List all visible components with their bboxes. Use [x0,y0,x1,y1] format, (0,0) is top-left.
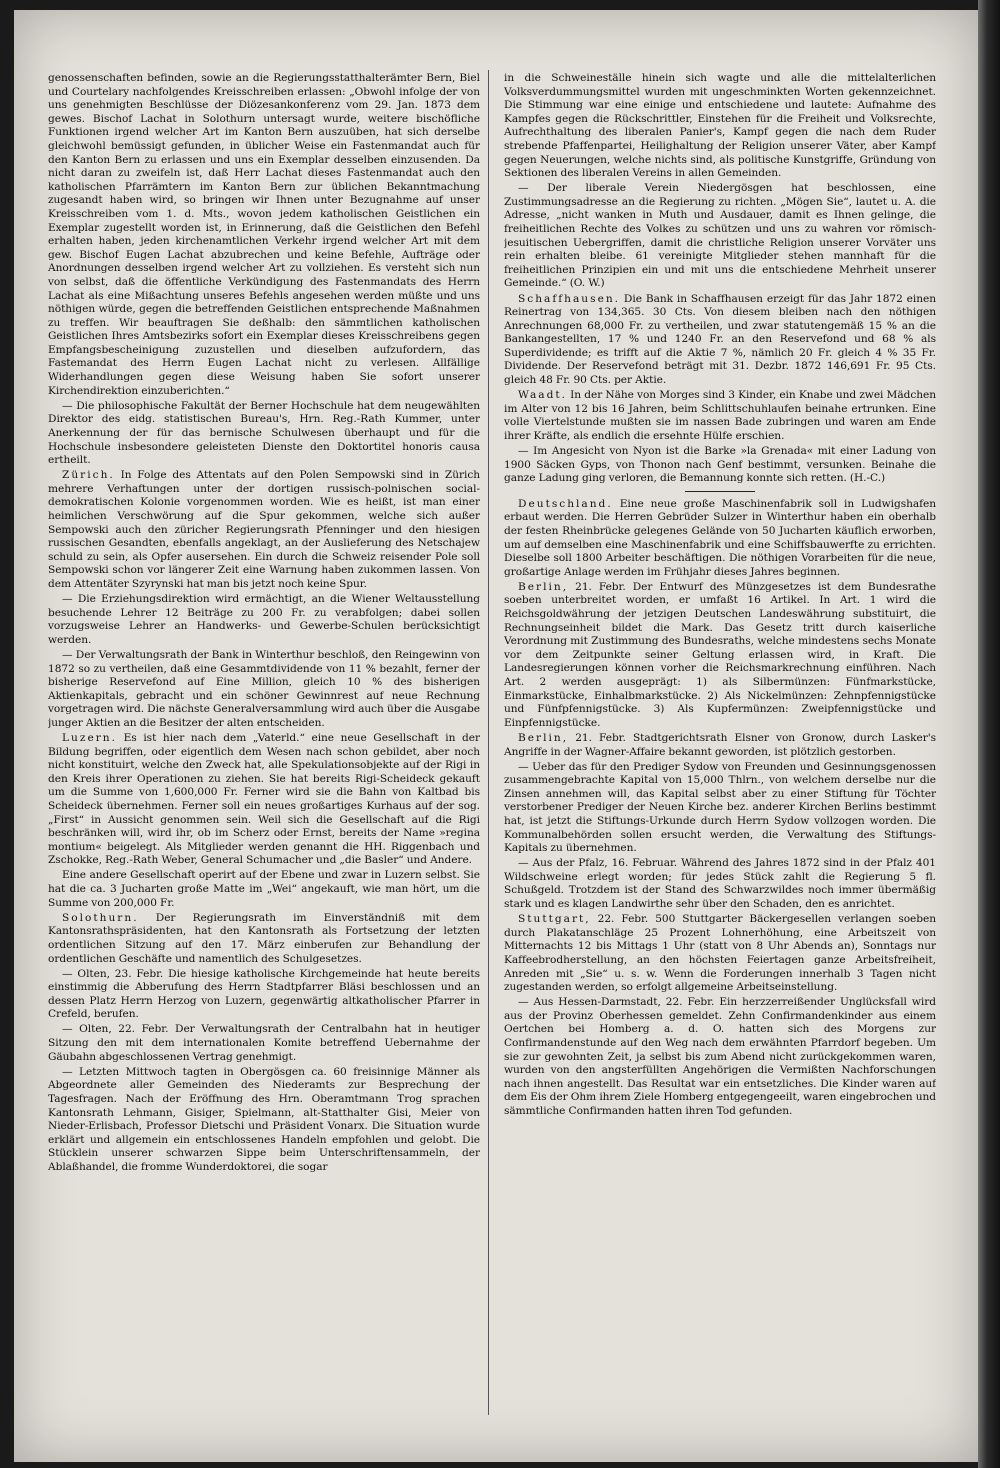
section-separator [685,491,755,492]
column-rule [488,70,489,1415]
article-paragraph [48,469,480,591]
paragraph-text: — Der Verwaltungsrath der Bank in Winterthur beschloß, den Reingewinn von 1872 so zu vertheilen, daß eine Gesammtdividende von 11 % bezahlt, ferner der bisherige Reservefond auf Eine Million, gleich 10 % des bisherigen Aktienkapitals, gebracht und ein schöner Gewinnrest auf neue Rechnung vorgetragen wird. Die nächste Generalversammlung wird auch über die Ausgabe junger Aktien an die Besitzer der alten entscheiden. [48,648,480,729]
article-paragraph [504,498,936,580]
paragraph-text: — Die philosophische Fakultät der Berner Hochschule hat dem neugewählten Direktor des eidg. statistischen Bureau's, Hrn. Reg.-Rath Kummer, unter Anerkennung der für das bernische Schulwesen überhaupt und für die Hochschule insbesondere geleisteten Dienste den Doktortitel honoris causa ertheilt. [48,399,480,467]
article-paragraph [504,445,936,486]
paragraph-text: in die Schweineställe hinein sich wagte und alle die mittelalterlichen Volksverdummungsmittel wurden mit ungeschminkten Worten gekennzeichnet. Die Stimmung war eine einige und entschiedene und lautete: Aufnahme des Kampfes gegen die Rückschrittler, Einstehen für die Freiheit und Volksrechte, Aufrechthaltung des liberalen Panier's, Kampf gegen die nach dem Ruder strebende Pfaffenpartei, Heilighaltung der Religion unserer Väter, aber Kampf gegen Neuerungen, welche nichts sind, als politische Kunstgriffe, Gründung von Sektionen des liberalen Vereins in allen Gemeinden. [504,72,936,180]
left-column [48,72,480,1416]
article-paragraph [48,912,480,966]
paragraph-text: 22. Febr. 500 Stuttgarter Bäckergesellen verlangen soeben durch Plakatanschläge 25 Prozent Lohnerhöhung, eine Arbeitszeit von Mitternachts 12 bis Mittags 1 Uhr (statt von 8 Uhr Abends an), Sonntags nur Kaffeebrodherstellung, an den höchsten Feiertagen ganze Arbeitsfreiheit, Anreden mit „Sie“ u. s. w. Wenn die Forderungen innerhalb 3 Tagen nicht zugestanden werden, so erfolgt allgemeine Arbeitseinstellung. [504,913,936,994]
paragraph-text: — Im Angesicht von Nyon ist die Barke »la Grenada« mit einer Ladung von 1900 Säcken Gyps, von Thonon nach Genf bestimmt, versunken. Beinahe die ganze Ladung ging verloren, die Bemannung konnte sich retten. (H.-C.) [504,445,936,485]
page-edge [978,0,1000,1468]
article-paragraph [48,649,480,731]
article-paragraph [48,968,480,1022]
article-paragraph [48,593,480,647]
article-paragraph [504,581,936,731]
paragraph-text: In Folge des Attentats auf den Polen Sempowski sind in Zürich mehrere Verhaftungen unter der dortigen russisch-polnischen social-demokratischen Kolonie vorgenommen worden. Wie es heißt, ist man einer heimlichen Verschwörung auf die Spur gekommen, welche sich außer Sempowski auch den züricher Regierungsrath Pfenninger und den hiesigen russischen Gesandten, ebenfalls angeklagt, an der Auslieferung des Netschajew schuld zu sein, als Opfer ausersehen. Ein durch die Schweiz reisender Pole soll Sempowski schon vor längerer Zeit eine Warnung haben zukommen lassen. Von dem Attentäter Szyrynski hat man bis jetzt noch keine Spur. [48,469,480,590]
dateline: Solothurn. [62,911,139,924]
paragraph-text: Die Bank in Schaffhausen erzeigt für das Jahr 1872 einen Reinertrag von 134,365. 30 Cts. Von diesem bleiben nach den nöthigen Anrechnungen 68,000 Fr. zu vertheilen, und zwar statutengemäß 15 % an die Bankangestellten, 17 % und 1240 Fr. an den Reservefond und 68 % als Superdividende; es trifft auf die Aktie 7 %, nämlich 20 Fr. gleich 4 % 35 Fr. Dividende. Der Reservefond beträgt mit 31. Dezbr. 1872 146,691 Fr. 95 Cts. gleich 48 Fr. 90 Cts. per Aktie. [504,292,936,387]
dateline: Waadt. [518,389,568,402]
article-paragraph [504,996,936,1118]
dateline: Luzern. [62,732,117,744]
article-paragraph [504,761,936,856]
article-paragraph [48,1066,480,1175]
paragraph-text: 21. Febr. Der Entwurf des Münzgesetzes ist dem Bundesrathe soeben unterbreitet worden, er umfaßt 16 Artikel. In Art. 1 wird die Reichsgoldwährung der jetzigen Deutschen Landeswährung substituirt, die Rechnungseinheit bildet die Mark. Das Gesetz tritt durch kaiserliche Verordnung mit Zustimmung des Bundesraths, welche mindestens sechs Monate vor dem Zeitpunkte seiner Geltung erlassen wird, in Kraft. Die Landesregierungen können vorher die Reichsmarkrechnung einführen. Nach Art. 2 werden ausgeprägt: 1) als Silbermünzen: Fünfmarkstücke, Einmarkstücke, Einhalbmarkstücke. 2) Als Nickelmünzen: Zehnpfennigstücke und Fünfpfennigstücke. 3) Als Kupfermünzen: Zweipfennigstücke und Einpfennigstücke. [504,580,936,729]
article-paragraph [504,732,936,759]
paragraph-text: — Olten, 22. Febr. Der Verwaltungsrath der Centralbahn hat in heutiger Sitzung den mit dem internationalen Komite betreffend Uebernahme der Gäubahn abgeschlossenen Vertrag genehmigt. [48,1023,480,1063]
article-paragraph [504,293,936,388]
article-paragraph [48,869,480,910]
paragraph-text: Eine neue große Maschinenfabrik soll in Ludwigshafen erbaut werden. Die Herren Gebrüder Sulzer in Winterthur haben ein oberhalb der festen Rheinbrücke gelegenes Gelände von 50 Jucharten käuflich erworben, um auf demselben eine Maschinenfabrik und eine Schiffsbauwerfte zu errichten. Dieselbe soll 1800 Arbeiter beschäftigen. Die nöthigen Vorarbeiten für die neue, großartige Anlage werden im Frühjahr dieses Jahres beginnen. [504,497,936,578]
article-paragraph [504,72,936,181]
article-paragraph [504,857,936,911]
article-paragraph [504,913,936,995]
dateline: Berlin, [518,731,569,744]
article-paragraph [48,72,480,398]
paragraph-text: Der Regierungsrath im Einverständniß mit dem Kantonsrathspräsidenten, hat den Kantonsrath als Fortsetzung der letzten ordentlichen Sitzung auf den 17. März einberufen zur Behandlung der ordentlichen Geschäfte und namentlich des Schulgesetzes. [48,911,480,965]
paragraph-text: — Ueber das für den Prediger Sydow von Freunden und Gesinnungsgenossen zusammengebrachte Kapital von 15,000 Thlrn., von welchem derselbe nur die Zinsen annehmen will, das Kapital selbst aber zu einer Stiftung für Töchter verstorbener Prediger der Neuen Kirche bez. anderer Kirchen Berlins bestimmt hat, ist jetzt die Stiftungs-Urkunde durch Herrn Sydow vollzogen worden. Die Kommunalbehörden sollen ersucht werden, die Verwaltung des Stiftungs-Kapitals zu übernehmen. [504,760,936,855]
paragraph-text: genossenschaften befinden, sowie an die Regierungsstatthalterämter Bern, Biel und Courtelary nachfolgendes Kreisschreiben erlassen: „Obwohl infolge der von uns genehmigten Beschlüsse der Diözesankonferenz vom 29. Jan. 1873 dem gewes. Bischof Lachat in Solothurn untersagt wurde, weitere bischöfliche Funktionen irgend welcher Art im Kanton Bern auszuüben, hat sich derselbe gleichwohl bemüssigt gefunden, in üblicher Weise ein Fastenmandat auch für den Kanton Bern zu erlassen und uns ein Exemplar desselben einzusenden. Da nicht daran zu zweifeln ist, daß Herr Lachat dieses Fastenmandat auch den katholischen Pfarrämtern im Kanton Bern zur üblichen Bekanntmachung zugesandt haben wird, so bringen wir Ihnen unter Bezugnahme auf unser Kreisschreiben vom 1. d. Mts., wovon jedem katholischen Geistlichen ein Exemplar zugestellt worden ist, in Erinnerung, daß die Geistlichen den Befehl erhalten haben, jeden kirchenamtlichen Verkehr irgend welcher Art mit dem gew. Bischof Eugen Lachat abzubrechen und keine Befehle, Aufträge oder Anordnungen desselben irgend welcher Art zu vollziehen. Es versteht sich nun von selbst, daß die öffentliche Verkündigung des Fastenmandats des Herrn Lachat als eine Mißachtung unseres Befehls angesehen werden müßte und uns nöthigen würde, gegen die betreffenden Geistlichen entsprechende Maßnahmen zu treffen. Wir beauftragen Sie deßhalb: den sämmtlichen katholischen Geistlichen Ihres Amtsbezirks sofort ein Exemplar dieses Kreisschreibens gegen Empfangsbescheinigung zuzustellen und dieselben aufzufordern, das Fastemandat des Herrn Eugen Lachat nicht zu verlesen. Allfällige Widerhandlungen gegen diese Weisung haben Sie sofort unserer Kirchendirektion einzuberichten.“ [48,72,480,397]
dateline: Zürich. [62,469,115,482]
paragraph-text: — Aus Hessen-Darmstadt, 22. Febr. Ein herzzerreißender Unglücksfall wird aus der Provinz Oberhessen gemeldet. Zehn Confirmandenkinder aus einem Oertchen bei Homberg a. d. O. hatten sich des Morgens zur Confirmandenstunde auf den Weg nach dem erwähnten Pfarrdorf begeben. Um sie zur gewohnten Zeit, ja selbst bis zum Abend nicht zurückgekommen waren, wurden von den angsterfüllten Angehörigen die Vermißten Nachforschungen nach ihnen angestellt. Das Resultat war ein entsetzliches. Die Kinder waren auf dem Eis der Ohm ihrem Ziele Homberg entgegengeeilt, waren eingebrochen und sämmtliche Confirmanden hatten ihren Tod gefunden. [504,996,936,1117]
paragraph-text: Eine andere Gesellschaft operirt auf der Ebene und zwar in Luzern selbst. Sie hat die ca. 3 Jucharten große Matte im „Wei“ angekauft, wie man hört, um die Summe von 200,000 Fr. [48,869,480,909]
paragraph-text: — Letzten Mittwoch tagten in Obergösgen ca. 60 freisinnige Männer als Abgeordnete aller Gemeinden des Niederamts zur Besprechung der Tagesfragen. Nach der Eröffnung des Hrn. Oberamtmann Trog sprachen Kantonsrath Lehmann, Gisiger, Spielmann, alt-Statthalter Gisi, Meier von Nieder-Erlisbach, Professor Dietschi und Präsident Vonarx. Die Situation wurde erklärt und allgemein ein entschlossenes Handeln empfohlen und gelobt. Die Stücklein unserer schwarzen Sippe beim Unterschriftensammeln, der Ablaßhandel, die fromme Wunderdoktorei, die sogar [48,1065,480,1173]
article-paragraph [504,389,936,443]
dateline: Stuttgart, [518,913,591,926]
dateline: Berlin, [518,580,569,593]
paragraph-text: — Die Erziehungsdirektion wird ermächtigt, an die Wiener Weltausstellung besuchende Lehrer 12 Beiträge zu 200 Fr. zu verabfolgen; dabei sollen vorzugsweise Lehrer an Handwerks- und Gewerbe-Schulen berücksichtigt werden. [48,593,480,646]
article-paragraph [48,400,480,468]
paragraph-text: — Der liberale Verein Niedergösgen hat beschlossen, eine Zustimmungsadresse an die Regierung zu richten. „Mögen Sie“, lautet u. A. die Adresse, „nicht wanken in Muth und Ausdauer, damit es Ihnen gelinge, die freiheitlichen Rechte des Volkes zu schützen und uns zu wahren vor römisch-jesuitischen Uebergriffen, damit die christliche Religion unserer Vorväter uns rein erhalten bleibe. 61 vereinigte Mitglieder stehen mannhaft für die freiheitlichen Prinzipien ein und mit uns die entschiedene Mehrheit unserer Gemeinde.“ (O. W.) [504,182,936,290]
dateline: Schaffhausen. [518,292,621,305]
dateline: Deutschland. [518,497,613,510]
article-paragraph [48,732,480,868]
paragraph-text: In der Nähe von Morges sind 3 Kinder, ein Knabe und zwei Mädchen im Alter von 12 bis 16 Jahren, beim Schlittschuhlaufen beinahe ertrunken. Eine volle Viertelstunde mußten sie im nassen Bade zubringen und waren am Ende ihrer Kräfte, als endlich die ersehnte Hülfe erschien. [504,389,936,442]
article-paragraph [504,182,936,291]
paragraph-text: — Aus der Pfalz, 16. Februar. Während des Jahres 1872 sind in der Pfalz 401 Wildschweine erlegt worden; für jedes Stück zahlt die Regierung 5 fl. Schußgeld. Trotzdem ist der Stand des Schwarzwildes noch immer übermäßig stark und es klagen Landwirthe sehr über den Schaden, den es anrichtet. [504,857,936,911]
newspaper-page [14,10,978,1462]
paragraph-text: — Olten, 23. Febr. Die hiesige katholische Kirchgemeinde hat heute bereits einstimmig die Abberufung des Herrn Stadtpfarrer Bläsi beschlossen und an dessen Platz Herrn Herzog von Luzern, gegenwärtig altkatholischer Pfarrer in Crefeld, berufen. [48,967,480,1021]
paragraph-text: Es ist hier nach dem „Vaterld.“ eine neue Gesellschaft in der Bildung begriffen, oder eigentlich dem Wesen nach schon gebildet, aber noch nicht konstituirt, welche den Zweck hat, alle Spekulationsobjekte auf der Rigi in den Kreis ihrer Operationen zu ziehen. Sie hat bereits Rigi-Scheideck gekauft um die Summe von 1,600,000 Fr. Ferner wird sie die Bahn von Kaltbad bis Scheideck übernehmen. Ferner soll ein neues großartiges Kurhaus auf der sog. „First“ in Aussicht genommen sein. Weil sich die Gesellschaft auf die Rigi beschränken will, wird ihr, ob im Scherz oder Ernst, bereits der Name »regina montium« beigelegt. Als Mitglieder werden genannt die HH. Riggenbach und Zschokke, Reg.-Rath Weber, General Schumacher und „die Basler“ und Andere. [48,732,480,867]
right-column [504,72,936,1416]
paragraph-text: 21. Febr. Stadtgerichtsrath Elsner von Gronow, durch Lasker's Angriffe in der Wagner-Affaire bekannt geworden, ist plötzlich gestorben. [504,731,936,758]
article-paragraph [48,1023,480,1064]
